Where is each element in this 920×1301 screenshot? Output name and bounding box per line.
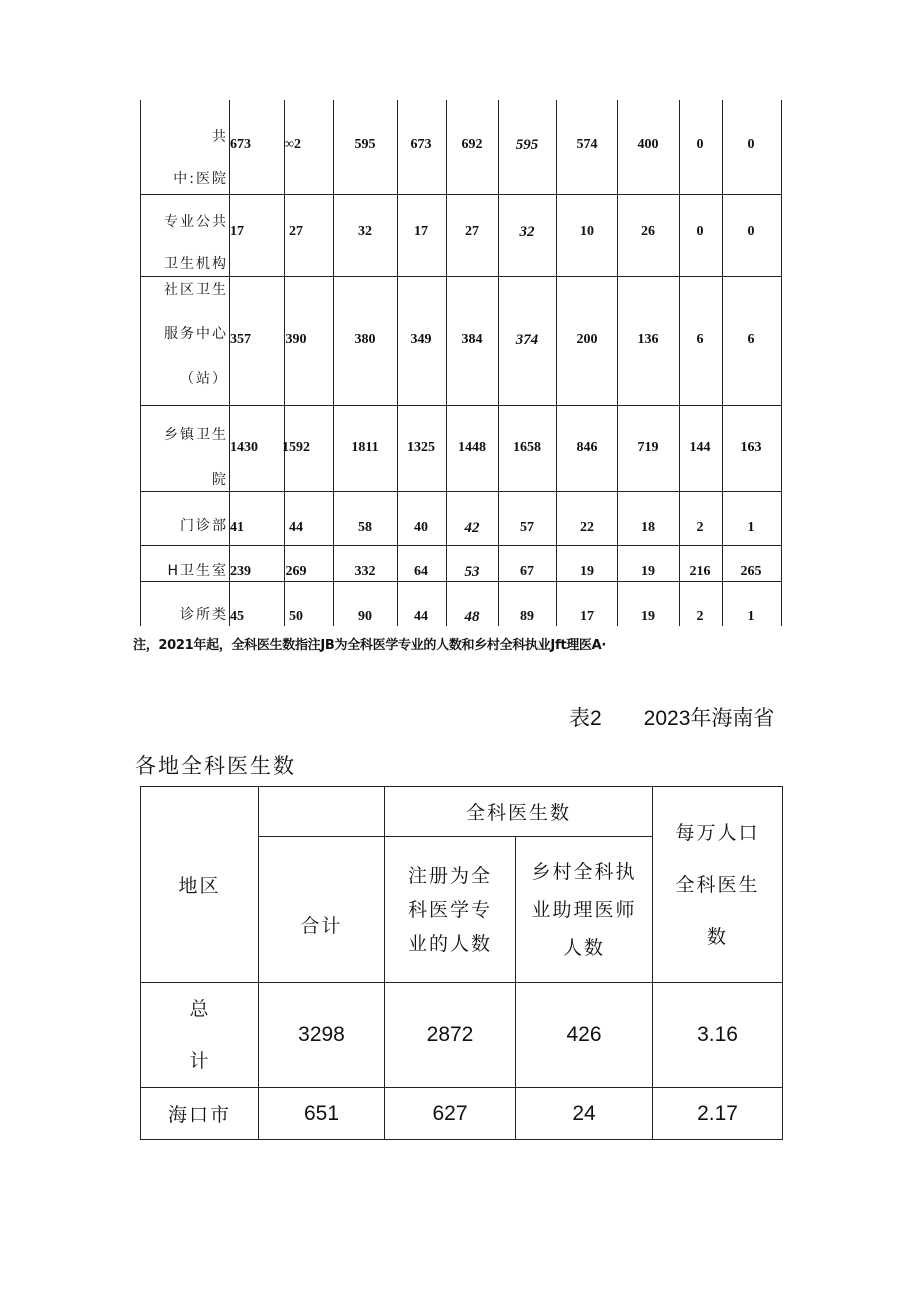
header-group: 全科医生数 [385,787,653,837]
table-row [141,983,783,1088]
table-cell: 26 [641,224,655,239]
grid-line [284,100,285,626]
table-cell: 17 [580,609,594,624]
table-cell: 64 [414,564,428,579]
table-cell: 6 [747,332,755,347]
table-cell: 44 [414,609,428,624]
table-cell: ∞2 [284,137,301,152]
row-per10k: 3.16 [653,983,783,1088]
table-cell: 574 [576,137,598,152]
header-per10k [653,787,783,983]
table-cell: 19 [580,564,594,579]
header-per10k-text: 每万人口全科医生数 [675,821,760,948]
header-registered-text: 注册为全科医学专业的人数 [407,864,492,955]
table-cell: 374 [515,332,539,348]
table-cell: 32 [358,224,372,239]
row-label: 中:医院 [173,171,228,187]
table-cell: 846 [576,440,598,455]
table-cell: 17 [230,224,244,239]
table-cell: 384 [461,332,483,347]
table-cell: 48 [464,609,480,625]
table-cell: 27 [289,224,303,239]
table-cell: 1592 [282,440,310,455]
table-caption-continued: 各地全科医生数 [135,754,296,778]
table-cell: 90 [358,609,372,624]
table-cell: 1430 [230,440,258,455]
table-cell: 595 [515,137,539,153]
row-total: 651 [259,1088,385,1140]
table-cell: 692 [461,137,483,152]
grid-line [722,100,723,626]
row-registered: 627 [385,1088,516,1140]
table-cell: 19 [641,609,655,624]
table-cell: 390 [285,332,307,347]
table-cell: 163 [740,440,762,455]
row-registered: 2872 [385,983,516,1088]
row-region [141,983,259,1088]
table-cell: 216 [689,564,711,579]
table-cell: 22 [580,520,594,535]
grid-line [140,545,782,546]
table-cell: 1811 [351,440,379,455]
table-cell: 41 [230,520,244,535]
table-cell: 27 [465,224,479,239]
row-label: 社区卫生 [164,282,228,298]
header-total: 合计 [259,837,385,983]
table-cell: 0 [696,137,704,152]
table-cell: 1448 [458,440,486,455]
header-empty [259,787,385,837]
header-rural-text: 乡村全科执业助理医师人数 [531,860,637,959]
row-total: 3298 [259,983,385,1088]
table-cell: 144 [689,440,711,455]
row-label: （站） [180,371,228,387]
grid-line [498,100,499,626]
table-cell: 53 [464,564,480,580]
row-region-text: 总计 [189,998,211,1072]
table-cell: 0 [747,137,755,152]
table-cell: 58 [358,520,372,535]
header-rural [516,837,653,983]
table-cell: 0 [747,224,755,239]
table-cell: 673 [230,137,251,152]
table-cell: 32 [519,224,535,240]
grid-line [140,581,782,582]
table-cell: 349 [410,332,432,347]
grid-line [140,276,782,277]
table-cell: 380 [354,332,376,347]
header-registered [385,837,516,983]
table-cell: 265 [740,564,762,579]
table-cell: 239 [230,564,251,579]
table-cell: 400 [637,137,659,152]
row-label: 服务中心 [164,326,228,342]
row-per10k: 2.17 [653,1088,783,1140]
grid-line [446,100,447,626]
grid-line [679,100,680,626]
row-label: 共 [212,129,228,145]
grid-line [229,100,230,626]
table-cell: 1658 [513,440,541,455]
table-cell: 2 [696,520,704,535]
table-cell: 357 [230,332,251,347]
row-rural: 24 [516,1088,653,1140]
grid-line [333,100,334,626]
table-cell: 6 [696,332,704,347]
table-cell: 45 [230,609,244,624]
table-cell: 200 [576,332,598,347]
row-label: 专业公共 [164,214,228,230]
hospital-table [0,0,920,630]
table-cell: 136 [637,332,659,347]
grid-line [781,100,782,626]
general-practitioners-table [140,786,783,1140]
row-rural: 426 [516,983,653,1088]
table-cell: 89 [520,609,534,624]
row-label: H卫生室 [167,563,228,579]
table-cell: 42 [464,520,480,536]
grid-line [397,100,398,626]
table-cell: 44 [289,520,303,535]
row-label: 卫生机构 [164,256,228,272]
table-cell: 1325 [407,440,435,455]
grid-line [140,405,782,406]
table-cell: 1 [747,520,755,535]
table-cell: 673 [410,137,432,152]
table-row [141,1088,783,1140]
grid-line [556,100,557,626]
row-region: 海口市 [141,1088,259,1140]
table-cell: 50 [289,609,303,624]
grid-line [140,194,782,195]
table-cell: 719 [637,440,659,455]
table-cell: 57 [520,520,534,535]
row-label: 院 [212,472,228,488]
table-cell: 595 [354,137,376,152]
row-label: 门诊部 [180,518,228,534]
table-cell: 0 [696,224,704,239]
table-cell: 18 [641,520,655,535]
table-caption: 表2 2023年海南省 [569,707,775,730]
table-cell: 19 [641,564,655,579]
table-cell: 2 [696,609,704,624]
table-cell: 17 [414,224,428,239]
table-cell: 67 [520,564,534,579]
table-cell: 332 [354,564,376,579]
table-cell: 40 [414,520,428,535]
table-note: 注，2021年起，全科医生数指注JB为全科医学专业的人数和乡村全科执业Jft理医A· [133,638,607,653]
grid-line [140,491,782,492]
table-cell: 10 [580,224,594,239]
row-label: 乡镇卫生 [164,427,228,443]
header-region: 地区 [141,787,259,983]
table-cell: 269 [285,564,307,579]
row-label: 诊所类 [180,607,228,623]
table-cell: 1 [747,609,755,624]
grid-line [617,100,618,626]
